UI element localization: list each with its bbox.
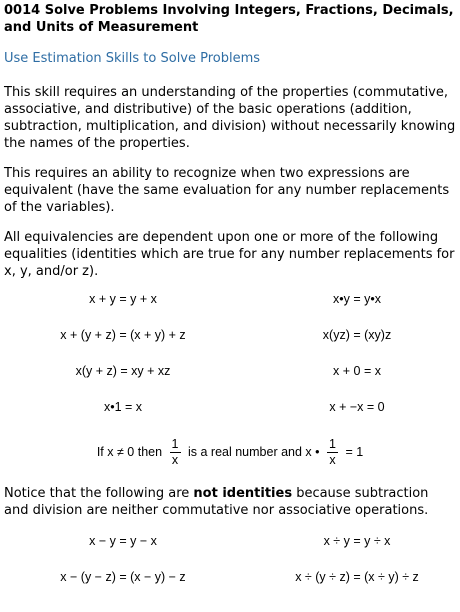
notice-after: because subtraction and division are neither commutative nor associative operations.	[4, 486, 429, 518]
fraction-denominator-2: x	[329, 453, 336, 467]
identity-add-zero: x + 0 = x	[333, 364, 381, 378]
non-identity-division-assoc: x ÷ (y ÷ z) = (x ÷ y) ÷ z	[295, 570, 419, 584]
non-identity-subtraction-assoc: x − (y − z) = (x − y) − z	[60, 570, 186, 584]
section-subtitle: Use Estimation Skills to Solve Problems	[4, 51, 261, 66]
page-title: 0014 Solve Problems Involving Integers, Fractions, Decimals, and Units of Measurement	[4, 3, 454, 35]
fraction-denominator: x	[171, 453, 179, 467]
paragraph-equivalent: This requires an ability to recognize when two expressions are equivalent (have the same evaluation for any number replacements of the variables).	[4, 166, 450, 215]
paragraph-notice	[4, 485, 456, 519]
paragraph-equalities: All equivalencies are dependent upon one or more of the following equalities (identities which are true for any number replacements for x, y, and/or z).	[4, 230, 455, 279]
identity-mult-commutative: x•y = y•x	[333, 292, 381, 306]
identity-add-commutative: x + y = y + x	[89, 292, 157, 306]
identity-mult-one: x•1 = x	[103, 400, 143, 414]
reciprocal-suffix: = 1	[345, 444, 364, 459]
notice-bold: not identities	[193, 486, 293, 501]
fraction-one-over-x	[170, 437, 181, 468]
reciprocal-middle: is a real number and x •	[187, 444, 320, 459]
reciprocal-statement	[0, 437, 460, 468]
non-identity-division: x ÷ y = y ÷ x	[323, 534, 391, 548]
non-identity-subtraction: x − y = y − x	[89, 534, 157, 548]
identity-additive-inverse: x + −x = 0	[329, 400, 385, 414]
notice-before: Notice that the following are	[4, 486, 194, 501]
fraction-numerator-2: 1	[329, 437, 336, 451]
reciprocal-prefix: If x ≠ 0 then	[96, 444, 163, 459]
fraction-numerator: 1	[171, 437, 179, 451]
fraction-one-over-x-2	[327, 437, 338, 468]
identity-distributive: x(y + z) = xy + xz	[75, 364, 171, 378]
paragraph-properties: This skill requires an understanding of the properties (commutative, associative, and distributive) of the basic operations (addition, subtraction, multiplication, and division) without necessarily knowing the names of the properties.	[4, 85, 456, 151]
identity-add-associative: x + (y + z) = (x + y) + z	[60, 328, 186, 342]
identity-mult-associative: x(yz) = (xy)z	[322, 328, 392, 342]
